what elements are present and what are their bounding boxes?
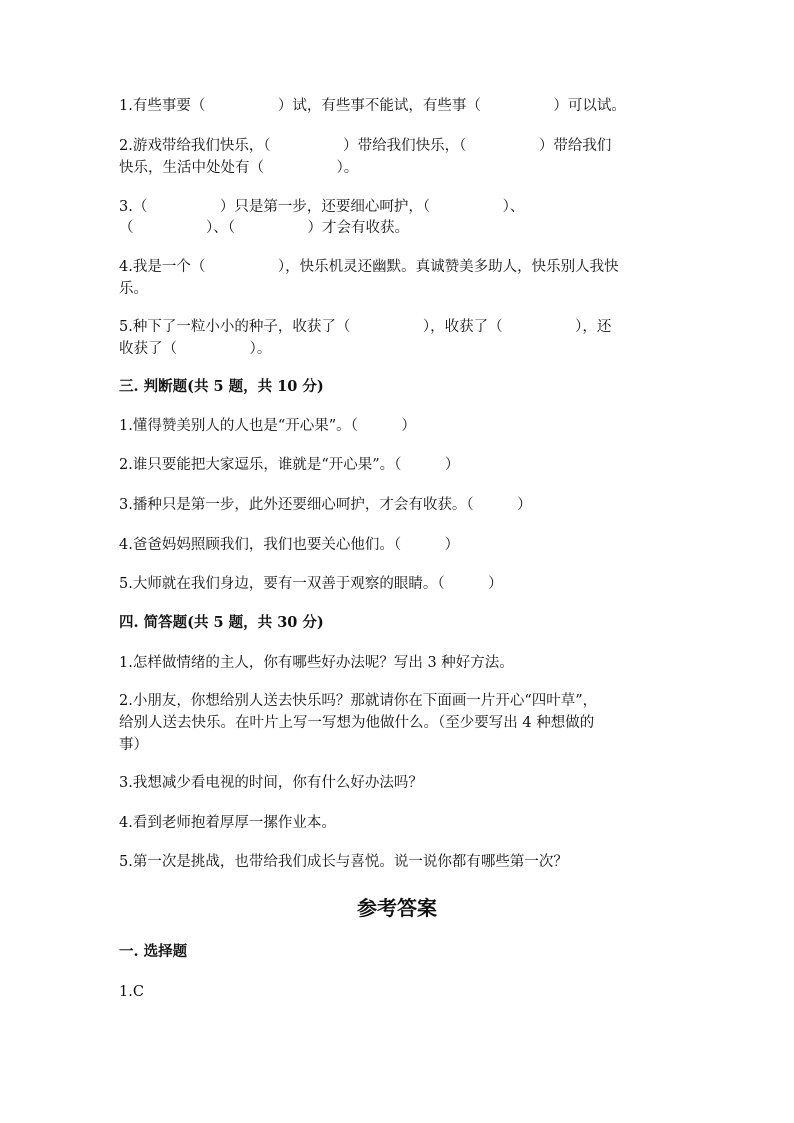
short-answer-question-2-line-3: 事） bbox=[119, 737, 148, 753]
answer-key-title: 参考答案 bbox=[357, 896, 437, 920]
short-answer-question-2-line-2: 给别人送去快乐。在叶片上写一写想为他做什么。（至少要写出 4 种想做的 bbox=[119, 715, 595, 731]
short-answer-question-1: 1.怎样做情绪的主人，你有哪些好办法呢？写出 3 种好方法。 bbox=[119, 655, 514, 671]
short-answer-question-2-line-1: 2.小朋友，你想给别人送去快乐吗？那就请你在下面画一片开心“四叶草”， bbox=[119, 693, 598, 709]
judge-section-heading: 三. 判断题(共 5 题，共 10 分) bbox=[119, 378, 324, 395]
answer-section-heading: 一. 选择题 bbox=[119, 943, 188, 960]
fill-blank-question-5-line-1: 5.种下了一粒小小的种子，收获了（ ），收获了（ ），还 bbox=[119, 319, 612, 335]
fill-blank-question-4-line-2: 乐。 bbox=[119, 281, 148, 297]
judge-question-3: 3.播种只是第一步，此外还要细心呵护，才会有收获。（ ） bbox=[119, 497, 532, 513]
fill-blank-question-4-line-1: 4.我是一个（ ），快乐机灵还幽默。真诚赞美多助人，快乐别人我快 bbox=[119, 259, 619, 275]
answer-item-1: 1.C bbox=[119, 984, 144, 1000]
judge-question-1: 1.懂得赞美别人的人也是“开心果”。（ ） bbox=[119, 418, 416, 434]
fill-blank-question-5-line-2: 收获了（ ）。 bbox=[119, 341, 272, 357]
fill-blank-question-3-line-2: （ ）、（ ）才会有收获。 bbox=[119, 220, 409, 236]
judge-question-5: 5.大师就在我们身边，要有一双善于观察的眼睛。（ ） bbox=[119, 576, 503, 592]
judge-question-2: 2.谁只要能把大家逗乐，谁就是“开心果”。（ ） bbox=[119, 457, 460, 473]
fill-blank-question-3-line-1: 3.（ ）只是第一步，还要细心呵护，（ ）、 bbox=[119, 199, 525, 215]
fill-blank-question-1: 1.有些事要（ ）试，有些事不能试，有些事（ ）可以试。 bbox=[119, 98, 626, 114]
judge-question-4: 4.爸爸妈妈照顾我们，我们也要关心他们。（ ） bbox=[119, 537, 460, 553]
fill-blank-question-2-line-1: 2.游戏带给我们快乐，（ ）带给我们快乐，（ ）带给我们 bbox=[119, 138, 612, 154]
short-answer-section-heading: 四. 简答题(共 5 题，共 30 分) bbox=[119, 614, 324, 631]
fill-blank-question-2-line-2: 快乐，生活中处处有（ ）。 bbox=[119, 160, 359, 176]
short-answer-question-5: 5.第一次是挑战，也带给我们成长与喜悦。说一说你都有哪些第一次？ bbox=[119, 854, 568, 870]
short-answer-question-4: 4.看到老师抱着厚厚一摞作业本。 bbox=[119, 815, 336, 831]
short-answer-question-3: 3.我想减少看电视的时间，你有什么好办法吗？ bbox=[119, 775, 423, 791]
